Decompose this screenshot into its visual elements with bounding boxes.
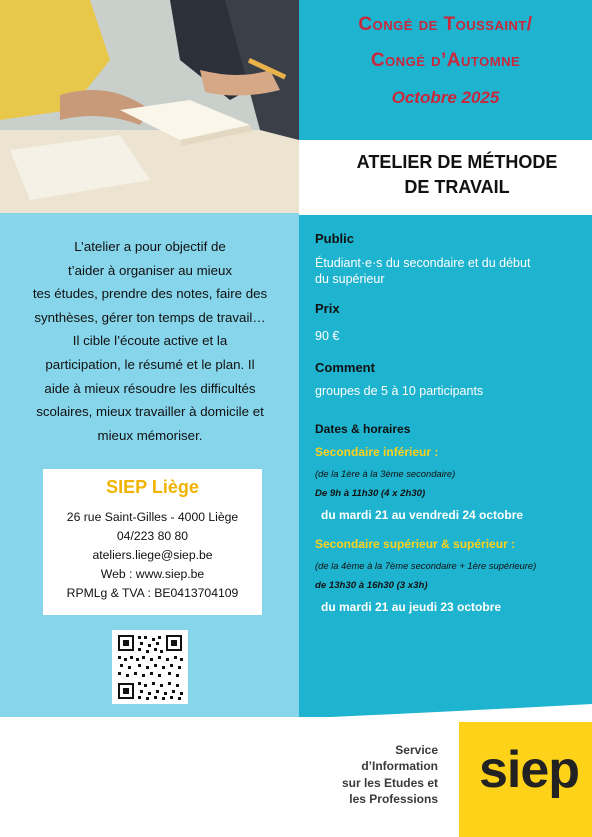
contact-address: 26 rue Saint-Gilles - 4000 Liège — [66, 510, 239, 524]
header-banner — [299, 0, 592, 140]
contact-vat: RPMLg & TVA : BE0413704109 — [66, 586, 239, 600]
description-line: tes études, prendre des notes, faire des — [32, 286, 268, 302]
description-line: scolaires, mieux travailler à domicile et — [36, 404, 264, 420]
details-panel — [299, 215, 592, 717]
public-value-line-2: du supérieur — [315, 272, 385, 286]
price-label: Prix — [315, 301, 340, 316]
comment-value: groupes de 5 à 10 participants — [315, 384, 484, 398]
lower-secondary-title: Secondaire inférieur : — [315, 445, 439, 459]
lower-secondary-range: (de la 1ère à la 3ème secondaire) — [315, 468, 456, 479]
lower-secondary-hours: De 9h à 11h30 (4 x 2h30) — [315, 488, 426, 499]
description-line: synthèses, gérer ton temps de travail… — [34, 309, 266, 325]
contact-card — [43, 469, 262, 615]
contact-name: SIEP Liège — [106, 477, 199, 497]
workshop-title-box — [299, 140, 592, 215]
contact-web[interactable]: Web : www.siep.be — [100, 567, 205, 581]
upper-secondary-hours: de 13h30 à 16h30 (3 x3h) — [315, 580, 428, 591]
footer-line: d’Information — [361, 759, 438, 774]
workshop-title-line-1: ATELIER DE MÉTHODE — [356, 152, 558, 172]
description-line: mieux mémoriser. — [97, 427, 203, 443]
public-label: Public — [315, 231, 355, 246]
footer-service-text — [318, 742, 438, 807]
comment-label: Comment — [315, 360, 375, 375]
workshop-title-line-2: DE TRAVAIL — [404, 177, 510, 197]
description-panel — [0, 213, 299, 717]
contact-phone[interactable]: 04/223 80 80 — [116, 529, 189, 543]
description-line: participation, le résumé et le plan. Il — [45, 356, 255, 372]
title-line-1: Congé de Toussaint/ — [358, 14, 533, 35]
footer-line: sur les Etudes et — [341, 775, 438, 790]
contact-email[interactable]: ateliers.liege@siep.be — [92, 548, 213, 562]
siep-logo — [459, 722, 592, 837]
students-photo-illustration — [0, 0, 299, 213]
siep-logo-text: siep — [478, 741, 580, 799]
description-line: Il cible l’écoute active et la — [72, 333, 228, 349]
month-subtitle: Octobre 2025 — [391, 88, 500, 107]
description-line: aide à mieux résoudre les difficultés — [44, 380, 256, 396]
dates-label: Dates & horaires — [315, 422, 411, 436]
upper-secondary-title: Secondaire supérieur & supérieur : — [315, 537, 516, 551]
description-line: L’atelier a pour objectif de — [74, 239, 226, 254]
lower-secondary-dates: du mardi 21 au vendredi 24 octobre — [321, 508, 524, 522]
footer-line: les Professions — [349, 791, 438, 806]
description-text — [18, 235, 282, 447]
upper-secondary-range: (de la 4ème à la 7ème secondaire + 1ère supérieure) — [315, 560, 537, 571]
students-photo — [0, 0, 299, 213]
footer-line: Service — [395, 743, 438, 757]
upper-secondary-dates: du mardi 21 au jeudi 23 octobre — [321, 600, 502, 614]
public-value-line-1: Étudiant·e·s du secondaire et du début — [315, 256, 531, 270]
description-line: t’aider à organiser au mieux — [67, 262, 233, 278]
title-line-2: Congé d’Automne — [370, 50, 521, 71]
price-value: 90 € — [315, 329, 340, 343]
